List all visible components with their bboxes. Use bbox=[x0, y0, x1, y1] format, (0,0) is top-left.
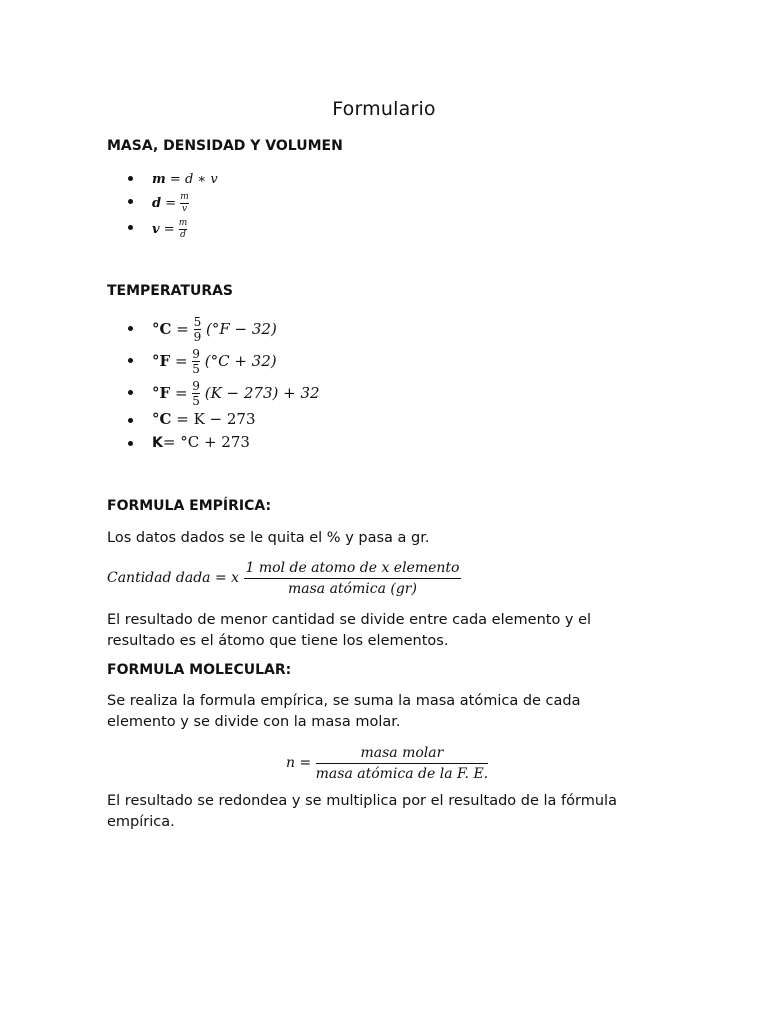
bullet-icon bbox=[128, 176, 133, 181]
formula-rhs: K − 273 bbox=[193, 410, 256, 428]
fraction: $\frac{\text{masa molar}}{\text{masa atómica de la F. E.}}$ bbox=[315, 744, 489, 782]
fraction: $\frac{9}{5}$ bbox=[192, 378, 200, 408]
fraction: $\frac{5}{9}$ bbox=[193, 314, 202, 344]
molecular-text-2: El resultado se redondea y se multiplica por el resultado de la fórmula empírica. bbox=[107, 793, 617, 830]
page-title: Formulario bbox=[332, 98, 436, 120]
fraction: $\frac{m}{v}$ bbox=[180, 191, 189, 214]
empirica-text-2: El resultado de menor cantidad se divide entre cada elemento y el resultado es el átomo que tiene los elementos. bbox=[107, 612, 592, 649]
formula-lhs: °F bbox=[152, 352, 171, 370]
bullet-icon bbox=[128, 199, 133, 204]
formula-lhs: K bbox=[152, 435, 163, 451]
formula-volume: v = $\frac{m}{d}$ bbox=[128, 216, 218, 242]
formula-lhs: °C bbox=[152, 410, 172, 428]
formula-density: d = $\frac{m}{v}$ bbox=[128, 190, 218, 216]
fraction: $\frac{m}{d}$ bbox=[178, 217, 188, 240]
empirica-text-1: Los datos dados se le quita el % y pasa a gr. bbox=[107, 530, 430, 546]
formula-lhs: Cantidad dada = x bbox=[107, 570, 240, 586]
formula-rhs: d ∗ v bbox=[184, 172, 218, 187]
bullet-icon bbox=[128, 390, 133, 395]
bullet-icon bbox=[128, 418, 133, 423]
formula-mass: m = d ∗ v bbox=[128, 168, 218, 190]
formula-lhs: °F bbox=[152, 384, 171, 402]
molecular-text-1: Se realiza la formula empírica, se suma la masa atómica de cada elemento y se divide con la masa molar. bbox=[107, 693, 581, 730]
bullet-icon bbox=[128, 441, 133, 446]
section-heading-temperaturas: TEMPERATURAS bbox=[107, 283, 234, 299]
molecular-formula bbox=[286, 743, 488, 783]
formula-lhs: v bbox=[152, 221, 160, 237]
bullet-icon bbox=[128, 358, 133, 363]
formula-temp-5 bbox=[128, 432, 320, 455]
formula-temp-4: °C = K − 273 bbox=[128, 409, 320, 432]
formula-temp-2: °F = $\frac{9}{5}$ (°C + 32) bbox=[128, 345, 320, 377]
formula-rhs: = °C + 273 bbox=[162, 433, 250, 451]
formula-temp-1: °C = $\frac{5}{9}$ (°F − 32) bbox=[128, 313, 320, 345]
section-heading-molecular: FORMULA MOLECULAR: bbox=[107, 662, 292, 678]
bullet-icon bbox=[128, 225, 133, 230]
formula-rest: (°C + 32) bbox=[204, 352, 277, 370]
mdv-formula-list bbox=[128, 168, 218, 242]
formula-lhs: m bbox=[152, 172, 166, 187]
formula-lhs: n = bbox=[286, 755, 312, 771]
bullet-icon bbox=[128, 326, 133, 331]
formula-temp-3: °F = $\frac{9}{5}$ (K − 273) + 32 bbox=[128, 377, 320, 409]
fraction: $\frac{9}{5}$ bbox=[192, 346, 200, 376]
formula-rest: (°F − 32) bbox=[206, 320, 277, 338]
section-heading-empirica: FORMULA EMPÍRICA: bbox=[107, 498, 272, 514]
temp-formula-list bbox=[128, 313, 320, 455]
formula-lhs: d bbox=[152, 195, 162, 211]
section-heading-mdv: MASA, DENSIDAD Y VOLUMEN bbox=[107, 138, 343, 154]
formula-lhs: °C bbox=[152, 320, 172, 338]
formula-rest: (K − 273) + 32 bbox=[204, 384, 320, 402]
empirica-formula bbox=[107, 558, 461, 598]
fraction: $\frac{\text{1 mol de atomo de x elemento}}{\text{masa atómica (gr)}}$ bbox=[245, 559, 460, 597]
